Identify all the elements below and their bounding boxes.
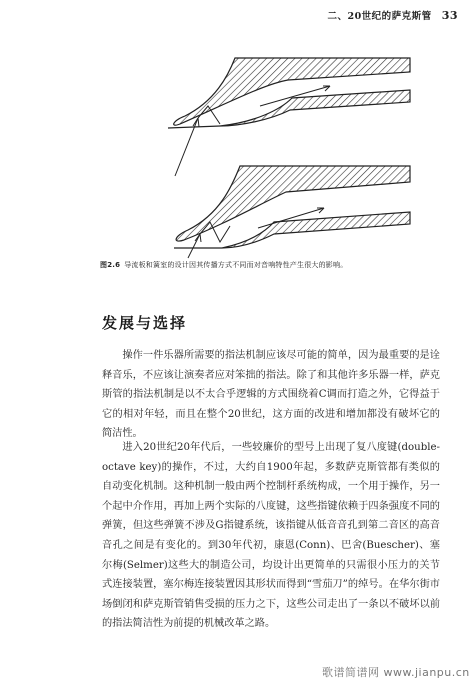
upper-wall-bottom: [220, 90, 410, 126]
section-heading: 发展与选择: [102, 314, 188, 332]
paragraph-2: 进入20世纪20年代后，一些较廉价的型号上出现了复八度键(double-octave key)的操作，不过，大约自1900年起，多数萨克斯管都有类似的自动变化机制。这种机制一般由两个控制杆系统构成，一个用于操作，另一个起中介作用，再加上两个实际的八度键，这些指键依赖于四条强度不同的弹簧，但这些弹簧不涉及G指键系统，该指键从低音音孔到第二音区的高音音孔之间是有变化的。到30年代初，康恩(Conn)、巴舍(Buescher)、塞尔梅(Selmer)这些大的制造公司，均设计出更简单的只需很小压力的关节式连接装置，塞尔梅连接装置因其形状而得到“雪茄刀”的绰号。在华尔街市场倒闭和萨克斯管销售受损的压力之下，这些公司走出了一条以不破坏以前的指法简洁性为前提的机械改革之路。: [102, 442, 440, 630]
lower-wall-bottom: [222, 212, 410, 248]
paragraph-1: 操作一件乐器所需要的指法机制应该尽可能的简单，因为最重要的是诠释音乐，不应该让演奏者应对笨拙的指法。除了和其他许多乐器一样，萨克斯管的指法机制是以不太合乎逻辑的方式围绕着C调而打造之外，它得益于它的相对年轻，而且在整个20世纪，这方面的改进和增加都没有破坏它的简洁性。: [102, 350, 440, 440]
mouthpiece-diagram: [140, 36, 440, 276]
figure-caption-text: 导流板和簧室的设计因其传播方式不同而对音响特性产生很大的影响。: [124, 261, 348, 269]
running-head: [0, 8, 458, 22]
figure-caption: [100, 260, 460, 270]
figure-label: 图2.6: [100, 261, 121, 269]
running-title: 二、20世纪的萨克斯管: [327, 11, 432, 22]
upper-wall-top: [174, 58, 410, 125]
mouthpiece-section-upper: [168, 58, 410, 176]
mouthpiece-section-lower: [174, 166, 410, 258]
watermark: 歌谱简谱网 www.jianpu.cn: [322, 666, 470, 679]
page-number: 33: [441, 9, 458, 22]
